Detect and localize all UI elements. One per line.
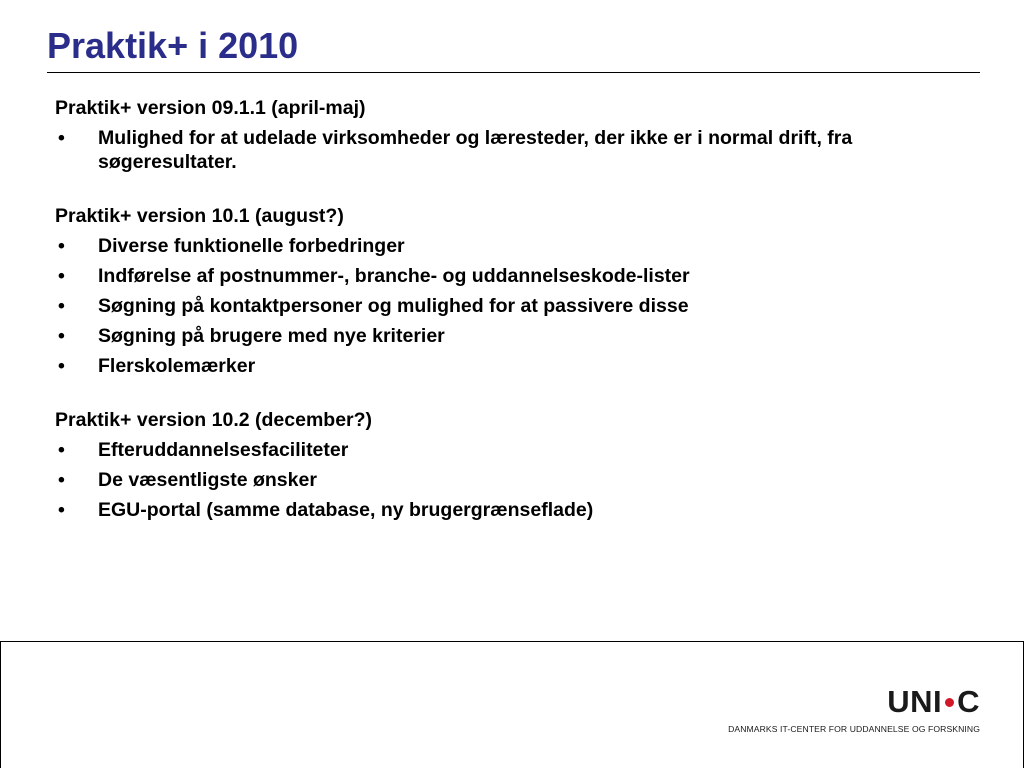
list-item: [55, 234, 975, 258]
unic-logo: [722, 685, 984, 735]
section-heading: Praktik+ version 10.2 (december?): [55, 409, 373, 431]
bullet-icon: •: [58, 499, 65, 521]
list-item-text: Flerskolemærker: [98, 355, 256, 377]
logo-text-left: UNI: [887, 684, 943, 719]
logo-wordmark: [887, 685, 980, 719]
list-item-text: Søgning på brugere med nye kriterier: [98, 325, 445, 347]
bullet-list: [55, 234, 975, 378]
bullet-icon: •: [58, 127, 65, 149]
list-item-text: Søgning på kontaktpersoner og mulighed for at passivere disse: [98, 295, 689, 317]
bullet-icon: •: [58, 325, 65, 347]
title-divider: [47, 72, 980, 73]
list-item-text: Indførelse af postnummer-, branche- og uddannelseskode-lister: [98, 265, 690, 287]
logo-dot-icon: [945, 698, 954, 707]
slide-body: [55, 96, 975, 552]
list-item: [55, 294, 975, 318]
bullet-list: [55, 126, 975, 174]
logo-tagline: DANMARKS IT-CENTER FOR UDDANNELSE OG FORSKNING: [728, 724, 980, 734]
release-section: [55, 204, 975, 378]
bullet-list: [55, 438, 975, 522]
bullet-icon: •: [58, 295, 65, 317]
list-item-text: Mulighed for at udelade virksomheder og læresteder, der ikke er i normal drift, fra søgeresultater.: [98, 127, 853, 173]
bullet-icon: •: [58, 439, 65, 461]
list-item: [55, 468, 975, 492]
slide-title: Praktik+ i 2010: [47, 25, 299, 66]
list-item: [55, 438, 975, 462]
list-item-text: EGU-portal (samme database, ny brugergrænseflade): [98, 499, 594, 521]
list-item-text: De væsentligste ønsker: [98, 469, 317, 491]
bullet-icon: •: [58, 469, 65, 491]
section-heading: Praktik+ version 09.1.1 (april-maj): [55, 97, 366, 119]
list-item: [55, 264, 975, 288]
list-item: [55, 126, 975, 174]
list-item: [55, 354, 975, 378]
list-item: [55, 324, 975, 348]
logo-text-right: C: [957, 684, 980, 719]
bullet-icon: •: [58, 235, 65, 257]
list-item-text: Efteruddannelsesfaciliteter: [98, 439, 349, 461]
bullet-icon: •: [58, 355, 65, 377]
release-section: [55, 408, 975, 522]
list-item: [55, 498, 975, 522]
list-item-text: Diverse funktionelle forbedringer: [98, 235, 405, 257]
bullet-icon: •: [58, 265, 65, 287]
release-section: [55, 96, 975, 174]
section-heading: Praktik+ version 10.1 (august?): [55, 205, 344, 227]
